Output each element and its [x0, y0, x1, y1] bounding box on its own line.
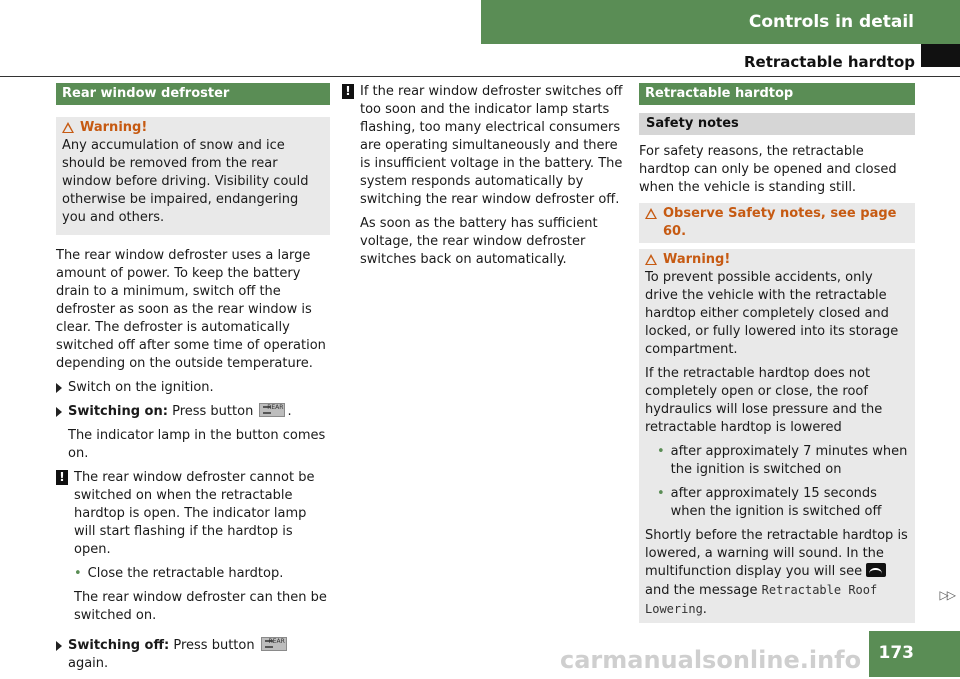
column-left [56, 83, 330, 679]
warning-text: Any accumulation of snow and ice should be removed from the rear window before driving. Visibility could otherwise be impaired, endangering you and others. [62, 138, 309, 225]
icon-label: REAR [267, 404, 284, 411]
step-bold-label: Switching off: [68, 638, 170, 653]
step-body: Press button [173, 638, 255, 653]
step-punct: . [287, 404, 292, 419]
warning-title [62, 119, 324, 137]
bullet-dot-icon: • [74, 566, 82, 581]
warning-paragraph [645, 527, 909, 619]
continued-marker: ▷▷ [939, 588, 954, 602]
note-bullet [74, 565, 330, 583]
warning-triangle-icon [645, 208, 657, 219]
retractable-roof-icon [866, 563, 886, 577]
rear-defroster-button-icon [259, 403, 285, 417]
warning-box [639, 249, 915, 623]
column-middle [342, 83, 624, 281]
warning-title-text: Warning! [663, 252, 731, 267]
rear-defroster-button-icon [261, 637, 287, 651]
step-arrow-icon [56, 641, 62, 651]
step-after: again. [68, 656, 109, 671]
watermark: carmanualsonline.info [560, 646, 862, 674]
warning-text-end: . [702, 602, 707, 617]
step-switch-off [56, 637, 330, 673]
bullet-dot-icon: • [657, 486, 665, 501]
bullet-text: after approximately 15 seconds when the ignition is switched off [670, 486, 882, 519]
subheading-safety-notes: Safety notes [639, 113, 915, 135]
heading-retractable-hardtop: Retractable hardtop [639, 83, 915, 105]
warning-paragraph: To prevent possible accidents, only drive the vehicle with the retractable hardtop either completely closed and locked, or fully lowered into its storage compartment. [645, 270, 899, 357]
warning-text-b: and the message [645, 583, 758, 598]
attention-icon: ! [342, 84, 354, 99]
warning-bullet [645, 485, 909, 521]
observe-box [639, 203, 915, 243]
note-block [342, 83, 624, 275]
note-text: If the rear window defroster switches off too soon and the indicator lamp starts flashing, too many electrical consumers are operating simultaneously and there is insufficient voltage in the battery. The system responds automatically by switching the rear window defroster off. [360, 84, 623, 207]
warning-triangle-icon [62, 122, 74, 133]
bullet-text: after approximately 7 minutes when the ignition is switched on [670, 444, 908, 477]
section-title: Controls in detail [748, 12, 914, 32]
warning-paragraph: If the retractable hardtop does not completely open or close, the roof hydraulics will lose pressure and the retractable hardtop is lowered [645, 366, 883, 435]
warning-text-a: Shortly before the retractable hardtop is lowered, a warning will sound. In the multifunction display you will see [645, 528, 908, 579]
step-text [68, 403, 292, 421]
icon-label: REAR [268, 638, 285, 645]
heading-rear-window-defroster: Rear window defroster [56, 83, 330, 105]
header-rule [0, 76, 960, 77]
step-arrow-icon [56, 407, 62, 417]
step-ignition [56, 379, 330, 397]
display-message: Retractable Roof Lowering [645, 583, 878, 616]
step-switch-on [56, 403, 330, 421]
note-text: The rear window defroster cannot be switched on when the retractable hardtop is open. The indicator lamp will start flashing if the hardtop is open. [74, 470, 315, 557]
page-number: 173 [869, 631, 960, 677]
observe-title-text: Observe Safety notes, see page 60. [663, 206, 897, 239]
step-arrow-icon [56, 383, 62, 393]
bullet-text: Close the retractable hardtop. [87, 566, 284, 581]
column-right [639, 83, 915, 635]
warning-title-text: Warning! [80, 120, 148, 135]
intro-paragraph: The rear window defroster uses a large amount of power. To keep the battery drain to a minimum, switch off the defroster as soon as the rear window is clear. The defroster is automatically switched off after some time of operation depending on the outside temperature. [56, 248, 326, 371]
header-accent-block [921, 44, 960, 67]
note-block [56, 469, 330, 631]
attention-icon: ! [56, 470, 68, 485]
bullet-dot-icon: • [657, 444, 665, 459]
intro-paragraph: For safety reasons, the retractable hardtop can only be opened and closed when the vehicle is standing still. [639, 144, 897, 195]
step-text: Switch on the ignition. [68, 380, 214, 395]
step-text [68, 637, 330, 673]
warning-triangle-icon [645, 254, 657, 265]
step-body: Press button [172, 404, 254, 419]
observe-title [645, 205, 909, 241]
subsection-title: Retractable hardtop [743, 53, 915, 71]
warning-box [56, 117, 330, 235]
note-after: The rear window defroster can then be switched on. [74, 590, 327, 623]
section-header [481, 0, 960, 44]
warning-bullet [645, 443, 909, 479]
warning-title [645, 251, 909, 269]
step-result: The indicator lamp in the button comes on. [68, 428, 326, 461]
note-after: As soon as the battery has sufficient voltage, the rear window defroster switches back on automatically. [360, 216, 598, 267]
step-bold-label: Switching on: [68, 404, 168, 419]
